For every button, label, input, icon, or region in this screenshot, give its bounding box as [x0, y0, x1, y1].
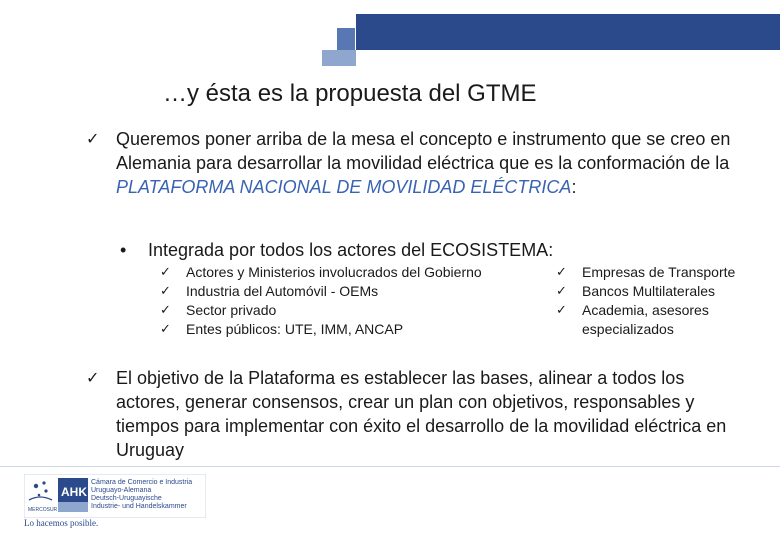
header-accent-square [337, 28, 355, 50]
list-item [160, 282, 482, 301]
list-item [556, 282, 762, 301]
list-item [556, 263, 762, 282]
header-bar [356, 14, 780, 50]
list-item [160, 301, 482, 320]
list-item-label: Academia, asesores especializados [582, 302, 709, 337]
point-platform [86, 127, 746, 199]
point-objective-text: El objetivo de la Plataforma es establecer las bases, alinear a todos los actores, generar consensos, crear un plan con objetivos, responsables y tiempos para implementar con éxito el desarrollo de la movilidad eléctrica en Uruguay [116, 368, 727, 460]
header-accent-square-light [322, 50, 356, 66]
list-item-label: Bancos Multilaterales [582, 283, 716, 299]
list-item-label: Industria del Automóvil - OEMs [186, 283, 379, 299]
ecosystem-bullet-text: Integrada por todos los actores del ECOSISTEMA: [148, 240, 554, 260]
list-item-label: Empresas de Transporte [582, 264, 736, 280]
actors-list-left [160, 263, 482, 339]
ahk-logo [24, 474, 206, 534]
check-icon: ✓ [556, 284, 567, 299]
list-item-label: Sector privado [186, 302, 277, 318]
point-platform-text [116, 127, 746, 199]
point-platform-text-b: : [571, 177, 577, 197]
mercosur-label: MERCOSUR [28, 507, 58, 513]
list-item-label: Actores y Ministerios involucrados del Gobierno [186, 264, 482, 280]
list-item-label: Entes públicos: UTE, IMM, ANCAP [186, 321, 404, 337]
slide-title: …y ésta es la propuesta del GTME [163, 80, 537, 107]
list-item [160, 263, 482, 282]
check-icon: ✓ [86, 129, 100, 148]
bullet-icon: • [120, 240, 127, 260]
ecosystem-bullet [120, 238, 553, 262]
check-icon: ✓ [556, 303, 567, 318]
list-item [556, 301, 762, 339]
check-icon: ✓ [160, 265, 171, 280]
footer-divider [0, 466, 780, 467]
check-icon: ✓ [160, 322, 171, 337]
actors-list-right [556, 263, 762, 339]
chamber-name: Cámara de Comercio e Industria Uruguayo-Alemana Deutsch-Uruguayische Industrie- und Handelskammer [91, 479, 193, 510]
point-objective [86, 366, 746, 462]
ahk-label: AHK [61, 485, 87, 499]
check-icon: ✓ [556, 265, 567, 280]
check-icon: ✓ [160, 303, 171, 318]
check-icon: ✓ [160, 284, 171, 299]
platform-name: PLATAFORMA NACIONAL DE MOVILIDAD ELÉCTRICA [116, 177, 572, 197]
check-icon: ✓ [86, 368, 100, 387]
list-item [160, 320, 482, 339]
logo-tagline: Lo hacemos posible. [24, 518, 99, 528]
point-platform-text-a: Queremos poner arriba de la mesa el concepto e instrumento que se creo en Alemania para desarrollar la movilidad eléctrica que es la conformación de la [116, 129, 731, 173]
